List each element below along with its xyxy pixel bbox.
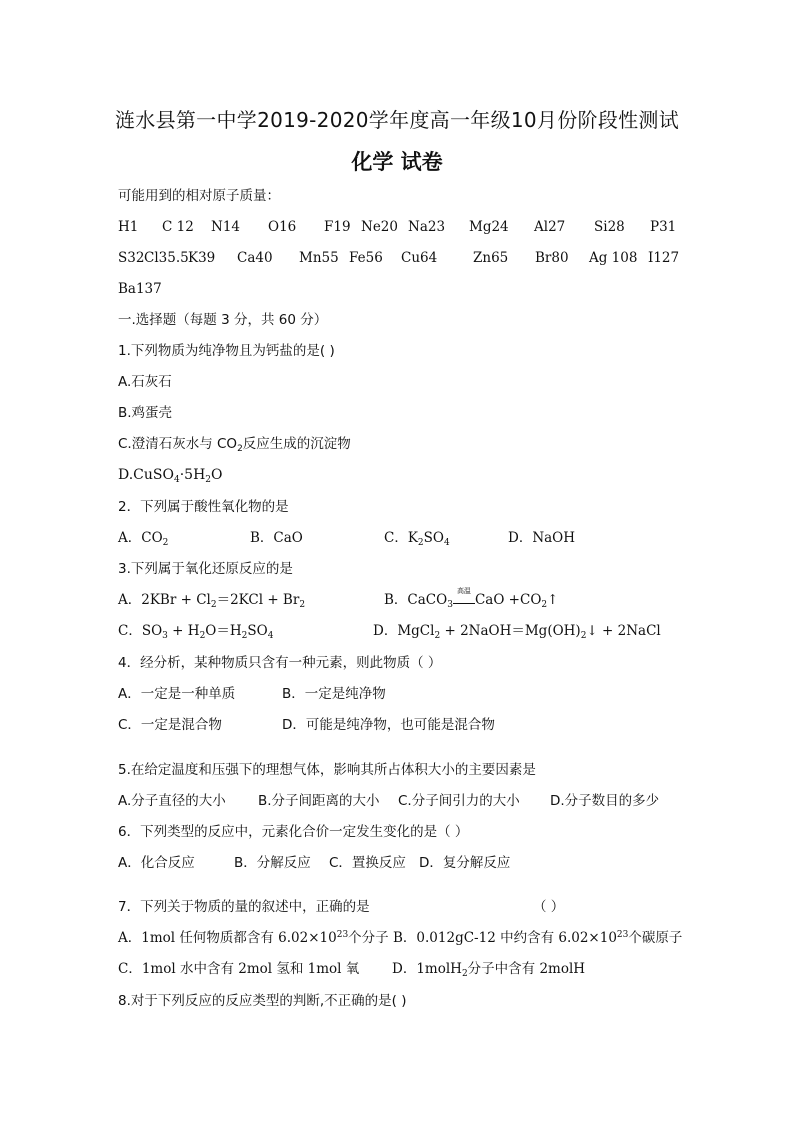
question-6-option-d: D．复分解反应 (419, 855, 511, 871)
atomic-mass: N14 (211, 219, 240, 235)
atomic-mass: O16 (268, 219, 297, 235)
atomic-mass: Br80 (535, 250, 569, 266)
atomic-mass: F19 (324, 219, 351, 235)
question-6-stem: 6．下列类型的反应中，元素化合价一定发生变化的是（ ） (118, 824, 469, 840)
atomic-mass: Ca40 (237, 250, 273, 266)
question-5-option-b: B.分子间距离的大小 (258, 793, 380, 809)
atomic-mass: I127 (648, 250, 680, 266)
question-2-option-d: D．NaOH (508, 530, 576, 546)
question-6-option-a: A．化合反应 (118, 855, 195, 871)
atomic-mass: Zn65 (473, 250, 509, 266)
question-3-option-b: B．CaCO$_3$ 高温 CaO $+CO_2↑$ (384, 587, 559, 610)
section-heading: 一.选择题（每题 3 分，共 60 分） (118, 312, 328, 328)
atomic-mass-intro: 可能用到的相对原子质量： (118, 188, 280, 204)
question-2-stem: 2．下列属于酸性氧化物的是 (118, 499, 289, 515)
question-2-option-c: C．$K_2SO_4$ (384, 530, 450, 548)
question-4-stem: 4．经分析，某种物质只含有一种元素，则此物质（ ） (118, 655, 442, 671)
atomic-mass: Si28 (594, 219, 625, 235)
question-3-option-d: D．MgCl$_2$ + $2NaOH=Mg(OH)_2↓$ + 2NaCl (373, 623, 661, 641)
atomic-mass: H1 (118, 219, 139, 235)
question-3-stem: 3.下列属于氧化还原反应的是 (118, 561, 293, 577)
question-4-option-c: C．一定是混合物 (118, 717, 222, 733)
exam-subtitle: 化学 试卷 (351, 150, 443, 174)
atomic-mass: Al27 (534, 219, 566, 235)
atomic-mass: Fe56 (349, 250, 383, 266)
question-5-option-c: C.分子间引力的大小 (398, 793, 520, 809)
atomic-mass: Mg24 (469, 219, 509, 235)
question-1-stem: 1.下列物质为纯净物且为钙盐的是( ) (118, 343, 335, 359)
reaction-condition-arrow: 高温 (453, 590, 475, 610)
atomic-mass: Cu64 (401, 250, 438, 266)
answer-paren: （ ） (533, 899, 565, 915)
question-6-option-c: C．置换反应 (329, 855, 406, 871)
question-7-option-c: C．1mol 水中含有 2mol 氢和 1mol 氧 (118, 961, 360, 977)
question-4-option-b: B．一定是纯净物 (282, 686, 386, 702)
atomic-mass: Ne20 (361, 219, 398, 235)
atomic-mass: Mn55 (299, 250, 339, 266)
question-7-option-d: D．1molH$_2$分子中含有 2molH (392, 961, 586, 979)
question-7-option-b: B．0.012gC-12 中约含有 $6.02\times 10^{23}$个碳原子 (393, 930, 683, 946)
question-7-stem: 7．下列关于物质的量的叙述中，正确的是 (118, 899, 370, 915)
question-8-stem: 8.对于下列反应的反应类型的判断,不正确的是( ) (118, 993, 407, 1009)
question-4-option-d: D．可能是纯净物，也可能是混合物 (282, 717, 495, 733)
atomic-mass: Cl35.5 (144, 250, 189, 266)
question-2-option-b: B．CaO (250, 530, 303, 546)
atomic-mass: Na23 (408, 219, 446, 235)
exam-title: 涟水县第一中学2019-2020学年度高一年级10月份阶段性测试 (114, 108, 680, 132)
question-6-option-b: B．分解反应 (234, 855, 311, 871)
atomic-mass: Ba137 (118, 281, 162, 297)
atomic-mass: S32 (118, 250, 145, 266)
question-5-option-d: D.分子数目的多少 (550, 793, 660, 809)
question-4-option-a: A．一定是一种单质 (118, 686, 236, 702)
question-7-option-a: A．1mol 任何物质都含有 $6.02\times 10^{23}$个分子 (118, 930, 389, 946)
question-1-option-d: $D.CuSO_4\cdot 5H_2O$ (118, 467, 223, 485)
question-5-stem: 5.在给定温度和压强下的理想气体，影响其所占体积大小的主要因素是 (118, 762, 536, 778)
atomic-mass: C 12 (162, 219, 194, 235)
question-1-option-a: A.石灰石 (118, 374, 172, 390)
question-3-option-c: C．$SO_3 + H_2O=H_2SO_4$ (118, 623, 274, 641)
atomic-mass: K39 (188, 250, 216, 266)
atomic-mass: Ag 108 (589, 250, 638, 266)
question-5-option-a: A.分子直径的大小 (118, 793, 226, 809)
atomic-mass: P31 (650, 219, 677, 235)
question-1-option-b: B.鸡蛋壳 (118, 405, 173, 421)
question-2-option-a: A．$CO_2$ (118, 530, 169, 548)
question-3-option-a: A．$2KBr + Cl_2=2KCl + Br_2$ (118, 592, 306, 610)
question-1-option-c: C.澄清石灰水与 $CO_2$反应生成的沉淀物 (118, 436, 351, 454)
